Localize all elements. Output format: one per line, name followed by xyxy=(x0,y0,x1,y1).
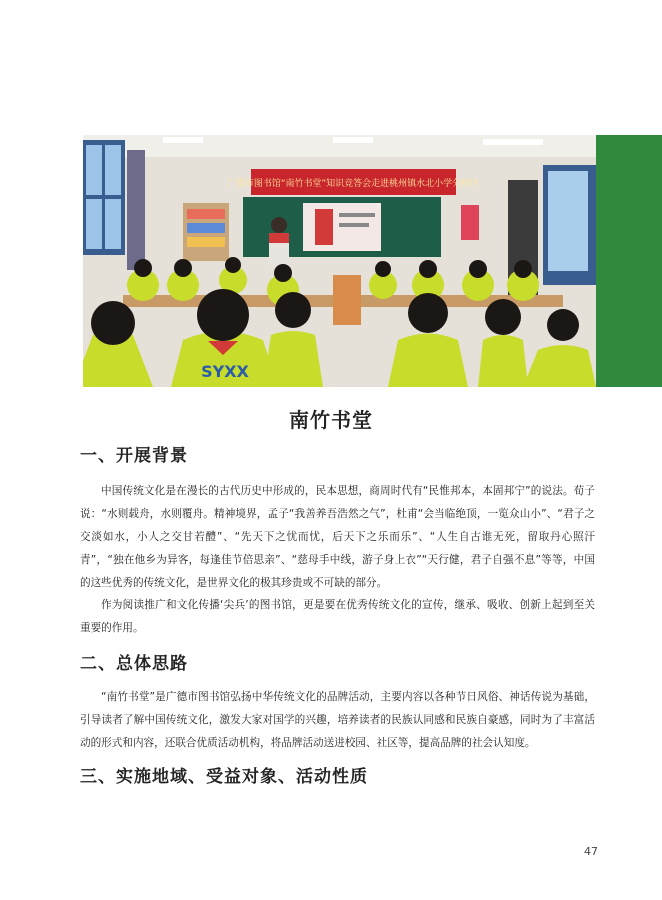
page-number: 47 xyxy=(584,845,598,858)
classroom-illustration xyxy=(83,135,596,387)
paragraph-background-2: 作为阅读推广和文化传播‘尖兵’的图书馆，更是要在优秀传统文化的宣传，继承、吸收、创新上起到至关重要的作用。 xyxy=(80,599,595,634)
paragraph-approach: “南竹书堂”是广德市图书馆弘扬中华传统文化的品牌活动，主要内容以各种节日风俗、神话传说为基础，引导读者了解中国传统文化，激发大家对国学的兴趣，培养读者的民族认同感和民族自豪感，同时为了丰富活动的形式和内容，还联合优质活动机构，将品牌活动送进校园、社区等，提高品牌的社会认知度。 xyxy=(80,691,595,749)
section-heading-background: 一、开展背景 xyxy=(80,446,188,466)
section-heading-approach: 二、总体思路 xyxy=(80,654,188,674)
accent-bar xyxy=(596,135,662,387)
banner-text: 广德市图书馆“南竹书堂”知识竞答会走进桃州镇水北小学分校区 xyxy=(226,179,480,189)
classroom-photo xyxy=(83,135,596,387)
page-title: 南竹书堂 xyxy=(289,408,373,432)
paragraph-background-1: 中国传统文化是在漫长的古代历史中形成的，民本思想，商周时代有“民惟邦本，本固邦宁”的说法。荀子说：“水则载舟，水则覆舟。精神境界，孟子“我善养吾浩然之气”，杜甫“会当临绝顶，一览众山小”、“君子之交淡如水，小人之交甘若醴”、“先天下之忧而忧，后天下之乐而乐”、“人生自古谁无死，留取丹心照汗青”，“独在他乡为异客，每逢佳节倍思亲”、“慈母手中线，游子身上衣”“天行健，君子自强不息”等等，中国的这些优秀的传统文化，是世界文化的极其珍贵或不可缺的部分。 xyxy=(80,485,595,589)
section-heading-scope: 三、实施地域、受益对象、活动性质 xyxy=(80,767,368,787)
uniform-lettering: SYXX xyxy=(201,362,249,381)
